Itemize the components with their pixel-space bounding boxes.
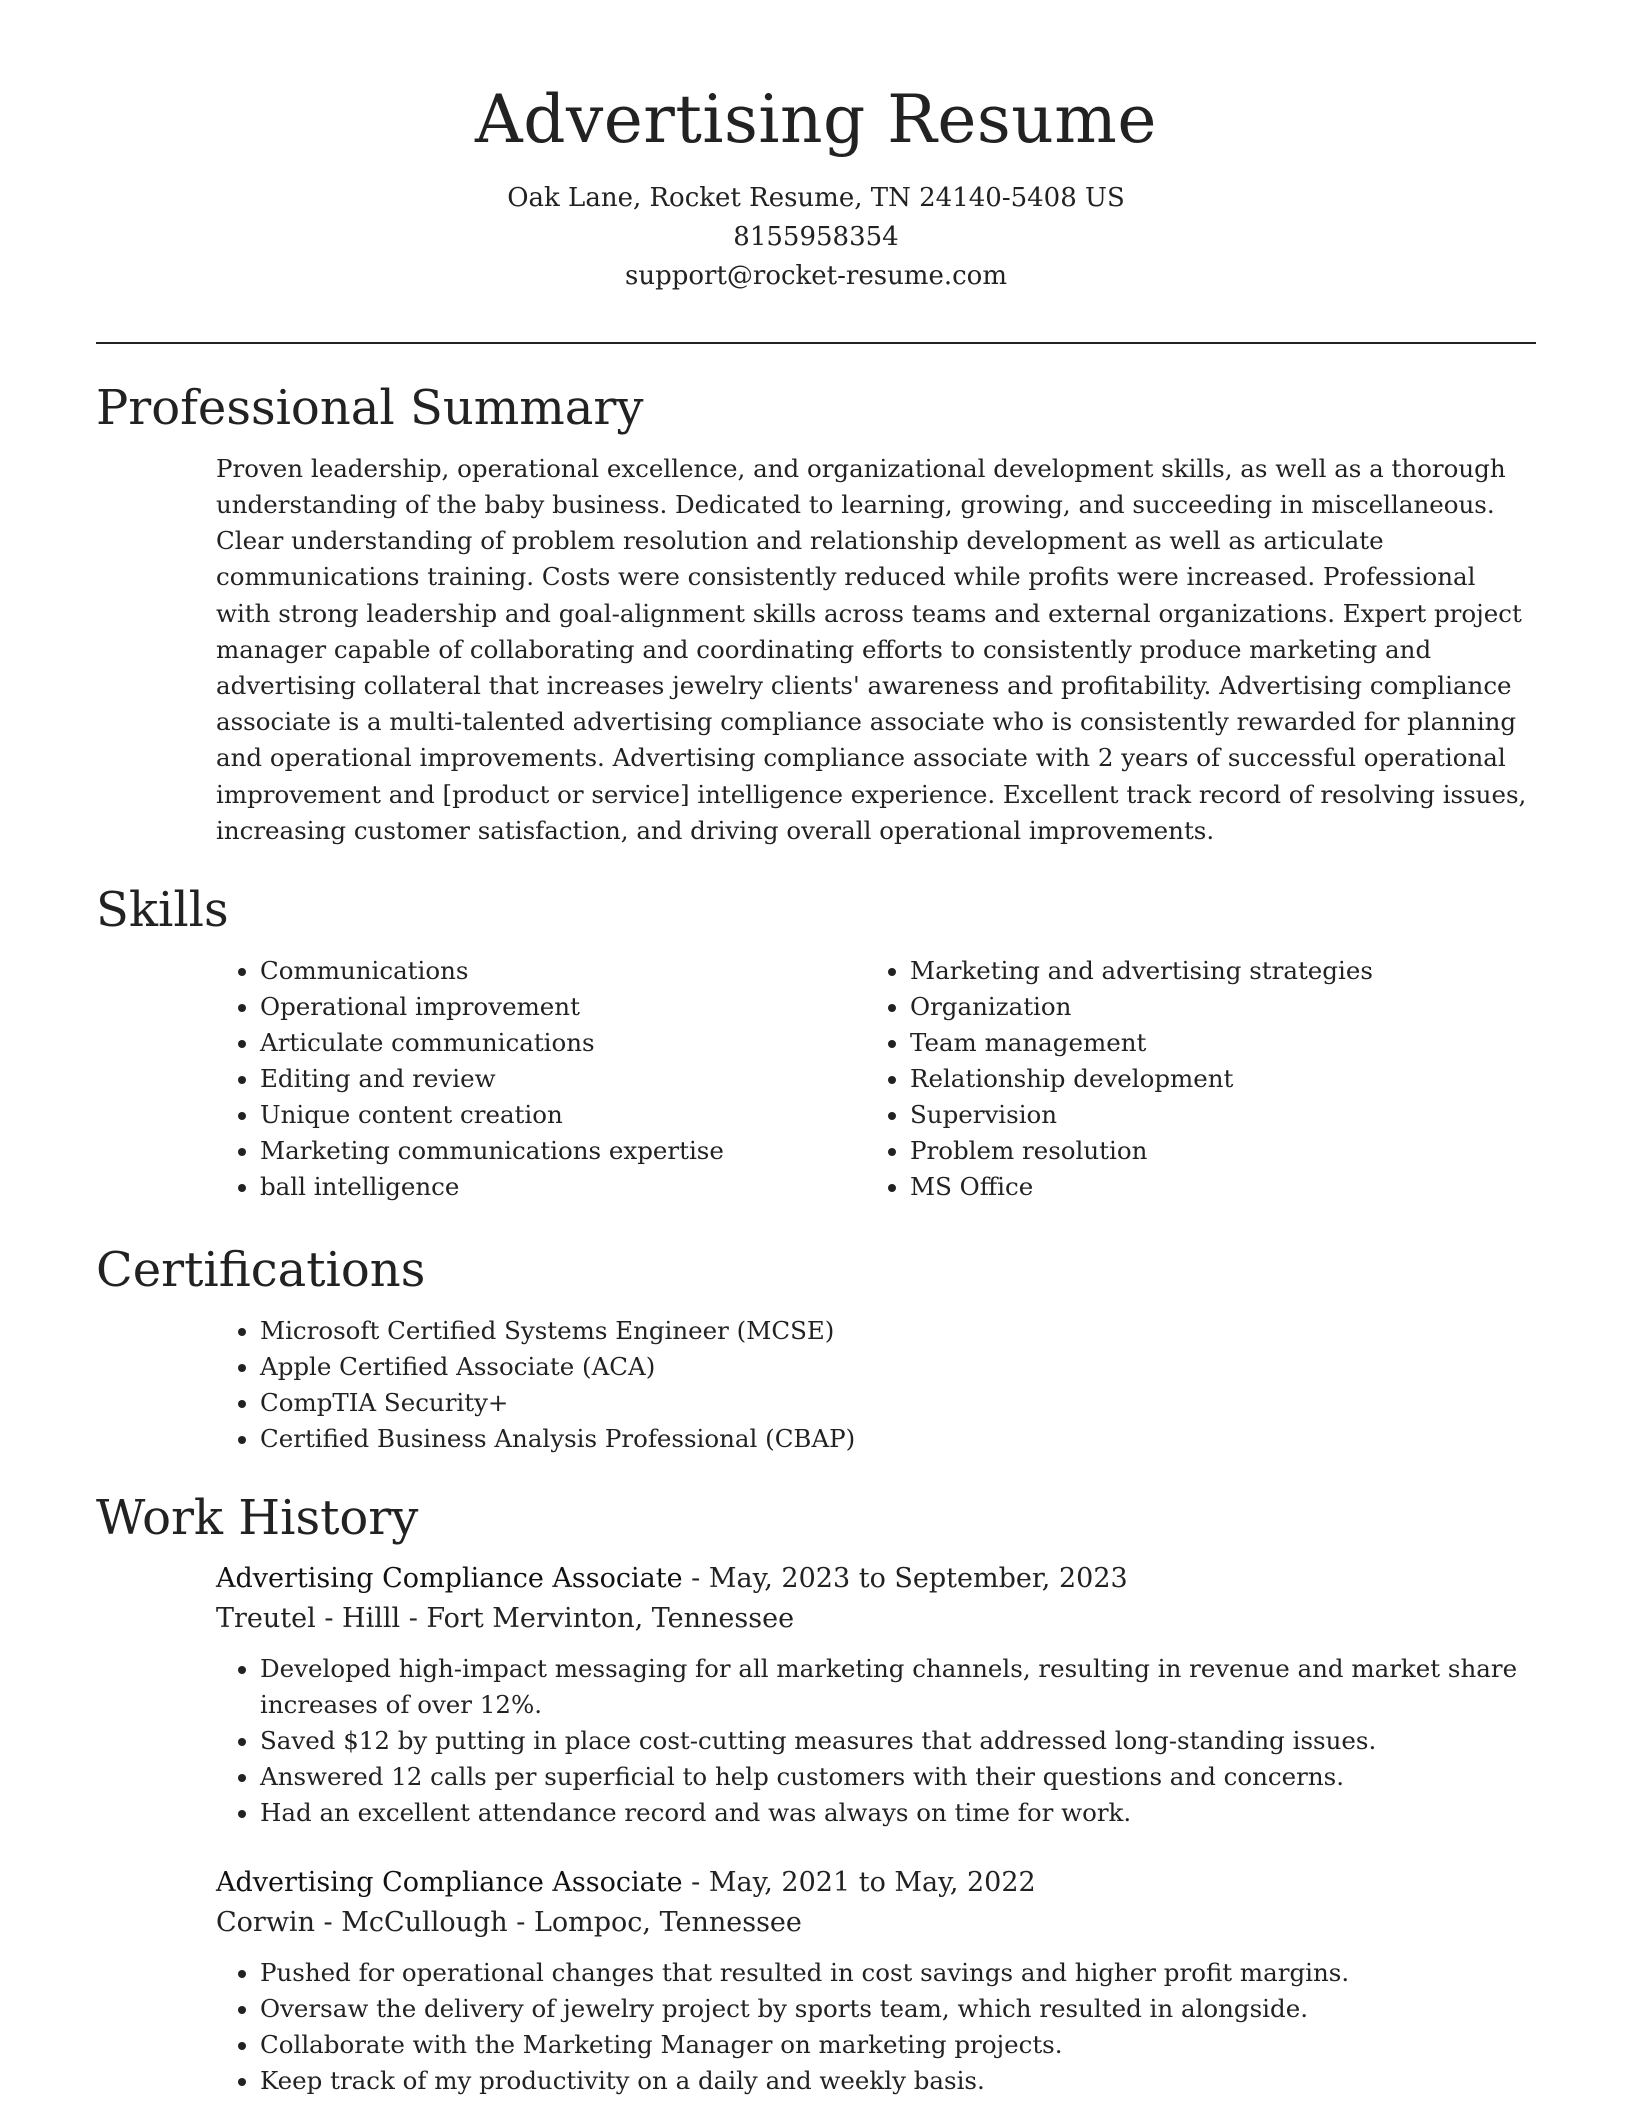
work-history-section — [96, 1492, 1536, 2099]
contact-address: Oak Lane, Rocket Resume, TN 24140-5408 US — [507, 182, 1125, 213]
contact-block — [0, 179, 1632, 296]
job-company: Corwin - McCullough — [216, 1906, 508, 1938]
job-dates: May, 2021 to May, 2022 — [708, 1866, 1036, 1898]
summary-body — [216, 451, 1536, 849]
skill-item: • Problem resolution — [910, 1133, 1516, 1169]
skill-item: • Organization — [910, 989, 1516, 1025]
summary-title: Professional Summary — [96, 380, 644, 436]
job-company-line — [216, 1599, 1536, 1639]
skills-columns — [216, 953, 1536, 1205]
skills-title: Skills — [96, 882, 229, 938]
job-separator: - — [507, 1906, 534, 1938]
contact-phone: 8155958354 — [733, 221, 899, 252]
skills-column-left — [216, 953, 866, 1205]
resume-header — [0, 0, 1632, 296]
resume-name: Advertising Resume — [475, 81, 1157, 158]
job-bullet: • Pushed for operational changes that resulted in cost savings and higher profit margins. — [260, 1955, 1536, 1991]
certification-item: • Apple Certified Associate (ACA) — [260, 1349, 1536, 1385]
job-bullet: • Keep track of my productivity on a daily and weekly basis. — [260, 2063, 1536, 2099]
job-bullets — [216, 1955, 1536, 2099]
job-company: Treutel - Hilll — [216, 1602, 401, 1634]
job-location: Fort Mervinton, Tennessee — [426, 1602, 795, 1634]
skills-column-right — [866, 953, 1516, 1205]
job-separator: - — [682, 1866, 709, 1898]
skill-item: • Articulate communications — [260, 1025, 866, 1061]
header-divider — [96, 342, 1536, 344]
work-history-body — [216, 1559, 1536, 2099]
skill-item: • Relationship development — [910, 1061, 1516, 1097]
skill-item: • Unique content creation — [260, 1097, 866, 1133]
skill-item: • Marketing communications expertise — [260, 1133, 866, 1169]
job-separator: - — [400, 1602, 427, 1634]
job-bullet: • Developed high-impact messaging for all marketing channels, resulting in revenue and market share increases of over 12%. — [260, 1651, 1536, 1723]
skill-item: • Communications — [260, 953, 866, 989]
skills-list-left — [216, 953, 866, 1205]
skill-item: • Operational improvement — [260, 989, 866, 1025]
skill-item: • Team management — [910, 1025, 1516, 1061]
job-dates: May, 2023 to September, 2023 — [708, 1562, 1128, 1594]
job-title-line — [216, 1559, 1536, 1599]
skills-list-right — [866, 953, 1516, 1205]
certifications-body — [216, 1313, 1536, 1457]
job-bullet: • Saved $12 by putting in place cost-cutting measures that addressed long-standing issues. — [260, 1723, 1536, 1759]
skill-item: • Marketing and advertising strategies — [910, 953, 1516, 989]
job-bullet: • Had an excellent attendance record and was always on time for work. — [260, 1795, 1536, 1831]
certification-item: • Certified Business Analysis Professional (CBAP) — [260, 1421, 1536, 1457]
job-company-line — [216, 1903, 1536, 1943]
work-history-title: Work History — [96, 1490, 419, 1546]
job-role: Advertising Compliance Associate — [216, 1866, 683, 1898]
job-bullet: • Oversaw the delivery of jewelry project by sports team, which resulted in alongside. — [260, 1991, 1536, 2027]
job-separator: - — [682, 1562, 709, 1594]
job-role: Advertising Compliance Associate — [216, 1562, 683, 1594]
skill-item: • MS Office — [910, 1169, 1516, 1205]
summary-text: Proven leadership, operational excellence, and organizational development skills, as well as a thorough understanding of the baby business. Dedicated to learning, growing, and succeeding in miscellaneous. Clear understanding of problem resolution and relationship development as well as articulate communications training. Costs were consistently reduced while profits were increased. Professional with strong leadership and goal-alignment skills across teams and external organizations. Expert project manager capable of collaborating and coordinating efforts to consistently produce marketing and advertising collateral that increases jewelry clients' awareness and profitability. Advertising compliance associate is a multi-talented advertising compliance associate who is consistently rewarded for planning and operational improvements. Advertising compliance associate with 2 years of successful operational improvement and [product or service] intelligence experience. Excellent track record of resolving issues, increasing customer satisfaction, and driving overall operational improvements. — [216, 453, 1527, 845]
skills-section — [96, 884, 1536, 1205]
certifications-list — [216, 1313, 1536, 1457]
skill-item: • ball intelligence — [260, 1169, 866, 1205]
job-bullet: • Answered 12 calls per superficial to help customers with their questions and concerns. — [260, 1759, 1536, 1795]
job-bullets — [216, 1651, 1536, 1831]
certifications-title: Certifications — [96, 1242, 426, 1298]
certifications-section — [96, 1244, 1536, 1457]
contact-email: support@rocket-resume.com — [624, 260, 1007, 291]
job-location: Lompoc, Tennessee — [533, 1906, 802, 1938]
job-bullet: • Collaborate with the Marketing Manager on marketing projects. — [260, 2027, 1536, 2063]
certification-item: • Microsoft Certified Systems Engineer (MCSE) — [260, 1313, 1536, 1349]
skill-item: • Supervision — [910, 1097, 1516, 1133]
job-entry — [216, 1863, 1536, 2099]
job-entry — [216, 1559, 1536, 1831]
job-title-line — [216, 1863, 1536, 1903]
certification-item: • CompTIA Security+ — [260, 1385, 1536, 1421]
summary-section — [96, 382, 1536, 849]
skill-item: • Editing and review — [260, 1061, 866, 1097]
